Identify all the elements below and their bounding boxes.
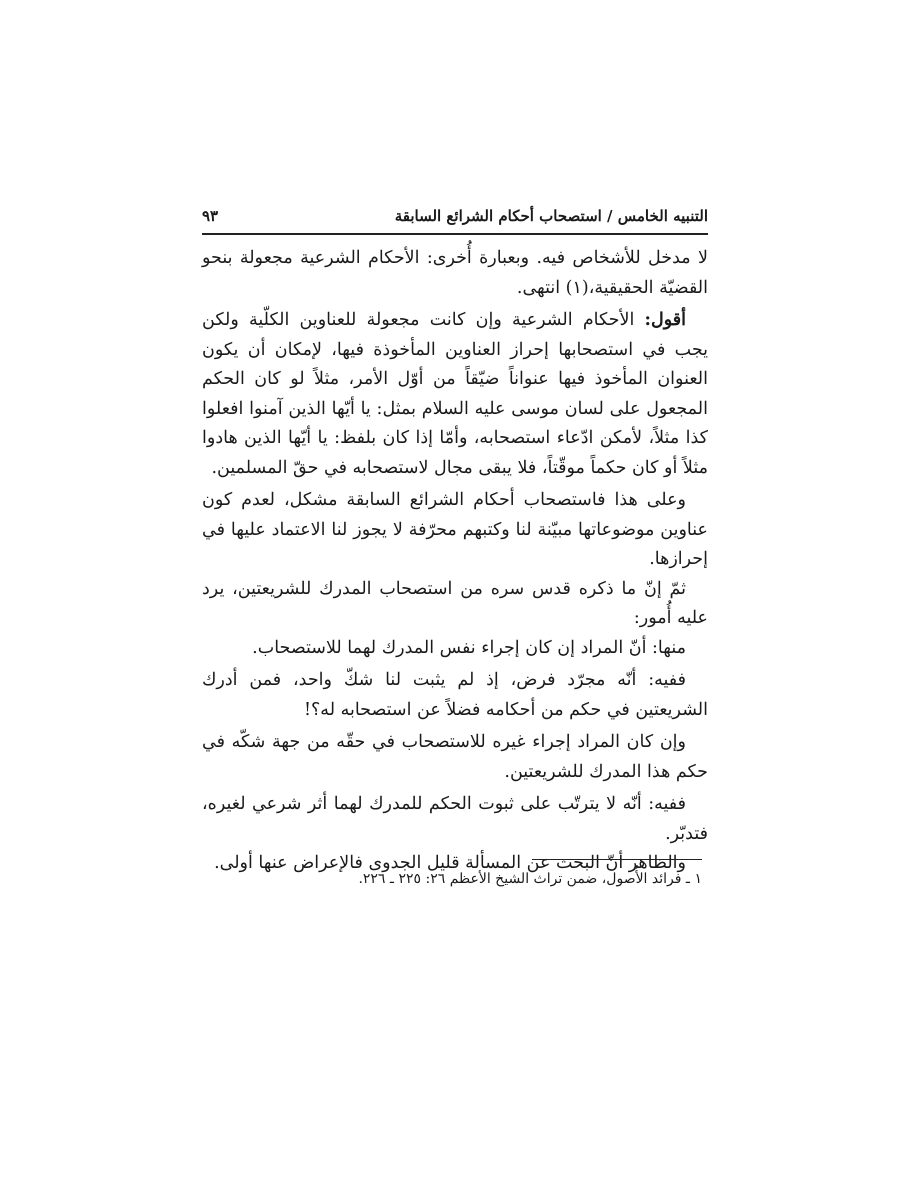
- paragraph-text: والظاهر أنّ البحث عن المسألة قليل الجدوى فالإعراض عنها أولى.: [214, 853, 686, 873]
- body-paragraph: [202, 790, 708, 849]
- paragraph-text: وعلى هذا فاستصحاب أحكام الشرائع السابقة مشكل، لعدم كون عناوين موضوعاتها مبيّنة لنا وكتبهم محرّفة لا يجوز لنا الاعتماد عليها في إحرازها.: [202, 490, 708, 569]
- paragraph-text: الأحكام الشرعية وإن كانت مجعولة للعناوين الكلّية ولكن يجب في استصحابها إحراز العناوين المأخوذة فيها، لإمكان أن يكون العنوان المأخوذ فيها عنواناً ضيّقاً من أوّل الأمر، مثلاً لو كان الحكم المجعول على لسان موسى عليه السلام بمثل: يا أيّها الذين آمنوا افعلوا كذا مثلاً، لأمكن ادّعاء استصحابه، وأمّا إذا كان بلفظ: يا أيّها الذين هادوا مثلاً أو كان حكماً موقّتاً، فلا يبقى مجال لاستصحابه في حقّ المسلمين.: [202, 310, 708, 478]
- paragraph-lead: أقول:: [644, 310, 686, 330]
- footnote: [202, 868, 702, 890]
- body-paragraph: [202, 486, 708, 575]
- body-paragraph: [202, 666, 708, 725]
- body-paragraph: [202, 728, 708, 787]
- header-title: التنبيه الخامس / استصحاب أحكام الشرائع السابقة: [394, 207, 708, 225]
- body-paragraph: [202, 634, 708, 664]
- body-paragraph: [202, 244, 708, 303]
- paragraph-text: لا مدخل للأشخاص فيه. وبعبارة أُخرى: الأحكام الشرعية مجعولة بنحو القضيّة الحقيقية،(١) انتهى.: [202, 248, 708, 298]
- body-paragraph: [202, 575, 708, 634]
- running-header: [202, 203, 708, 235]
- paragraph-text: منها: أنّ المراد إن كان إجراء نفس المدرك لهما للاستصحاب.: [252, 637, 686, 658]
- footnote-divider: [532, 859, 702, 860]
- page-number: ٩٣: [202, 207, 219, 225]
- paragraph-text: ففيه: أنّه لا يترتّب على ثبوت الحكم للمدرك لهما أثر شرعي لغيره، فتدبّر.: [202, 794, 708, 844]
- footnote-text: ١ ـ فرائد الأُصول، ضمن تراث الشيخ الأعظم ٢٦: ٢٢٥ ـ ٢٢٦.: [358, 871, 702, 887]
- body-paragraph: [202, 306, 708, 483]
- body-text: [202, 244, 708, 879]
- paragraph-text: ففيه: أنّه مجرّد فرض، إذ لم يثبت لنا شكّ واحد، فمن أدرك الشريعتين في حكم من أحكامه فضلاً عن استصحابه له؟!: [202, 670, 708, 720]
- paragraph-text: ثمّ إنّ ما ذكره قدس سره من استصحاب المدرك للشريعتين، يرد عليه أُمور:: [202, 578, 708, 628]
- paragraph-text: وإن كان المراد إجراء غيره للاستصحاب في حقّه من جهة شكّه في حكم هذا المدرك للشريعتين.: [202, 732, 708, 782]
